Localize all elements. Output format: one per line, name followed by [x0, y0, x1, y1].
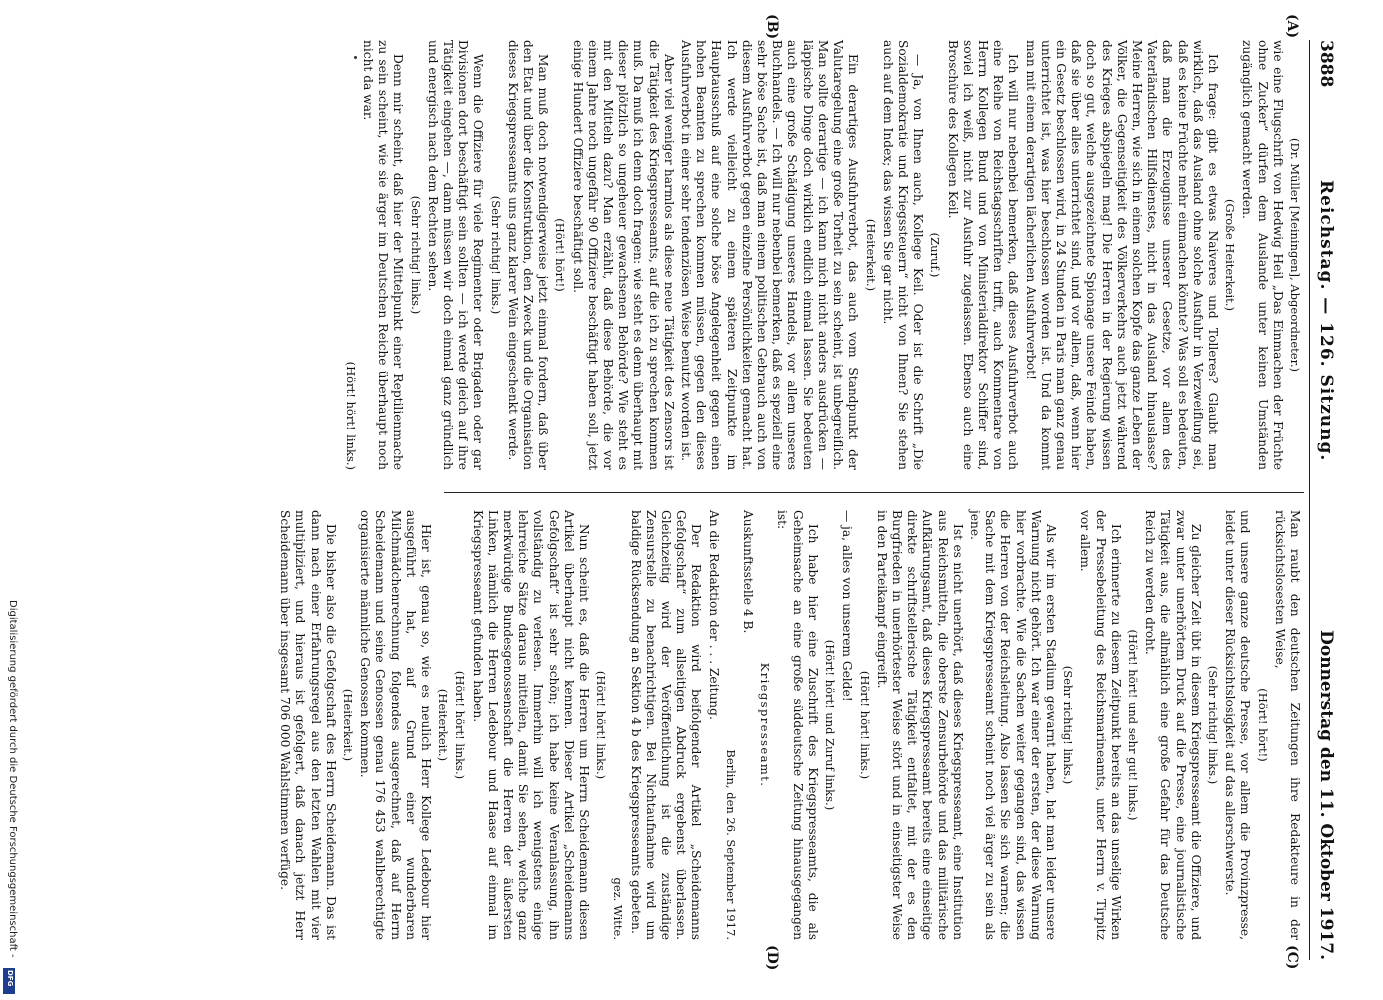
page-header	[1310, 40, 1340, 960]
scan-speck	[354, 56, 357, 59]
column-divider	[444, 492, 1304, 493]
letter-address: An die Redaktion der . . . Zeitung.	[706, 510, 721, 720]
letter-signature: gez. Witte.	[611, 877, 626, 940]
paragraph: und unsere ganze deutsche Presse, vor allem die Provinzpresse, leidet unter dieser Rücksichtslosigkeit auf das allerschwerste.	[1223, 510, 1253, 940]
interjection: (Hört! hört! links.)	[594, 670, 609, 780]
margin-marker-c: (C)	[1284, 945, 1300, 970]
paragraph: Zu gleicher Zeit übt in diesem Kriegspresseamt die Offiziere, und zwar unter unerhörtem Druck auf die Presse, eine journalistische Tätigkeit aus, die allmählich eine große Gefahr für das Deutsche Reich zu werden droht.	[1143, 510, 1203, 940]
interjection: (Heiterkeit.)	[863, 218, 878, 292]
margin-marker-b: (B)	[764, 14, 780, 40]
dfg-logo	[3, 968, 15, 994]
letter-line: Auskunftsstelle 4 B.	[741, 510, 756, 634]
paragraph: — Ja, von Ihnen auch, Kollege Keil. Oder ist die Schrift „Die Sozialdemokratie und Kriegssteuern“ nicht von Ihnen? Sie stehen auch auf dem Index; das wissen Sie gar nicht.	[880, 40, 926, 470]
paragraph: Aber viel weniger harmlos als diese neue Tätigkeit des Zensors ist die Tätigkeit des Kriegspresseamts, auf die ich zu sprechen kommen muß. Da muß ich denn doch fragen: wie steht es denn überhaupt mit dieser plötzlich so ungeheuer gewachsenen Behörde? Wie steht es mit den Mitteln dazu? Man erzählt, daß diese Behörde, die vor einem Jahre noch ungefähr 90 Offiziere beschäftigt haben soll, jetzt einige Hundert Offiziere beschäftigt soll.	[570, 40, 676, 470]
letter-heading: Kriegspresseamt.	[758, 662, 773, 788]
interjection: (Hört! hört! und Zuruf links.)	[823, 639, 838, 811]
interjection: (Sehr richtig! links.)	[1205, 665, 1220, 785]
interjection: (Hört! hört! links.)	[453, 670, 468, 780]
interjection: (Zuruf.)	[928, 232, 943, 278]
paragraph: Als wir im ersten Stadium gewarnt haben, hat man leider unsere Warnung nicht gehört. Ich war einer der ersten, der diese Warnung hier vorbrachte. Wie die Sachen weiter gegangen sind, das wissen die Herren von der Reichsleitung. Also lassen Sie sich warnen; die Sache mit dem Kriegspresseamt scheint noch viel ärger zu sein als jene.	[967, 510, 1058, 940]
interjection: (Sehr richtig! links.)	[408, 195, 423, 315]
letter-body: Der Redaktion wird beifolgender Artikel „Scheidemanns Gefolgschaft“ zum allseitigen Abdruck ergebenst überlassen. Gleichzeitig wird der Veröffentlichung ist die zuständige Zensurstelle zu benachrichtigen. Bei Nichtaufnahme wird um baldige Rücksendung an Sektion 4 b des Kriegspresseamts gebeten.	[628, 510, 704, 940]
digitization-credit	[4, 600, 18, 990]
header-date: Donnerstag den 11. Oktober 1917.	[1316, 630, 1336, 960]
paragraph: Ich will nur nebenbei bemerken, daß dieses Ausfuhrverbot auch eine Reihe von Reichstagsschriften trifft, auch Kommentare von Herrn Kollegen Bund und von Ministerialdirektor Schiffer sind, soviel ich weiß, nicht zur Ausfuhr zugelassen. Ebenso auch eine Broschüre des Kollegen Keil.	[945, 40, 1021, 470]
margin-marker-d: (D)	[764, 945, 780, 971]
logo-text: DFG	[6, 970, 14, 987]
left-column	[341, 40, 1302, 470]
interjection: (Sehr richtig! links.)	[1061, 665, 1076, 785]
letter-date: Berlin, den 26. September 1917.	[723, 749, 738, 940]
paragraph: Man muß doch notwendigerweise jetzt einmal fordern, daß über den Etat und über die Konstruktion, den Zweck und die Organisation dieses Kriegspresseamts uns ganz klarer Wein eingeschenkt werde.	[505, 40, 551, 470]
paragraph: Ich frage: gibt es etwas Naiveres und Tolleres? Glaubt man wirklich, daß das Ausland ohne solche Ausfuhr in Verzweiflung sei, daß es keine Früchte mehr einmachen könnte? Was soll es bedeuten, daß man die Erzeugnisse unserer Gesetze, vor allem des Vaterländischen Hilfsdienstes, nicht in das Ausland hinauslasse? Meine Herren, wie sich in einem solchen Kopfe das ganze Leben der Völker, die Gegenseitigkeit des Völkerverkehrs auch jetzt während des Krieges abspiegeln mag! Die Herren in der Regierung wissen doch so gut, welche ausgezeichnete Spionage unsere Feinde haben, daß sie über alles unterrichtet sind, und vor allem, daß, wenn hier ein Gesetz beschlossen wird, in 24 Stunden in Paris man ganz genau unterrichtet ist, was hier beschlossen worden ist. Und da kommt man mit einem derartigen lächerlichen Ausfuhrverbot!	[1023, 40, 1220, 470]
margin-marker-a: (A)	[1284, 14, 1300, 39]
interjection: (Hört! hört! links.)	[343, 361, 358, 470]
page-number: 3888	[1316, 40, 1336, 88]
credit-text: Digitalisierung gefördert durch die Deutsche Forschungsgemeinschaft -	[7, 600, 18, 958]
interjection: (Heiterkeit.)	[341, 688, 356, 762]
paragraph: Hier ist, genau so, wie es neulich Herr Kollege Ledebour hier ausgeführt hat, auf Grund einer wunderbaren Milchmädchenrechnung folgendes ausgerechnet, daß auf Herrn Scheidemann und seine Genossen genau 176 453 wahlberechtigte organisierte männliche Genossen kommen.	[358, 510, 434, 940]
interjection: (Sehr richtig! links.)	[488, 195, 503, 315]
paragraph: wie eine Flugschrift von Hedwig Heil „Das Einmachen der Früchte ohne Zucker“ dürfen dem Auslande unter keinen Umständen zugänglich gemacht werden.	[1240, 40, 1285, 470]
paragraph: Wenn die Offiziere für viele Regimenter oder Brigaden oder gar Divisionen dort beschäftigt sein sollten — ich werde gleich auf ihre Tätigkeit eingehen —, dann müssen wir doch einmal ganz gründlich und energisch nach dem Rechten sehen.	[425, 40, 486, 470]
paragraph: Denn mir scheint, daß hier der Mittelpunkt einer Reptilienmache zu sein scheint, wie sie ärger im Deutschen Reiche überhaupt noch nicht da war.	[361, 40, 406, 470]
speaker-line: (Dr. Müller [Meiningen], Abgeordneter.)	[1288, 138, 1302, 372]
paragraph: Die bisher also die Gefolgschaft des Herrn Scheidemann. Das ist dann nach einer Erfahrungsregel aus den letzten Wahlen mit vier multipliziert, und hieraus ist gefolgert, daß danach jetzt Herr Scheidemann über insgesamt 706 000 Wahlstimmen verfüge.	[278, 510, 338, 940]
paragraph: Ist es nicht unerhört, daß dieses Kriegspresseamt, eine Institution aus Reichsmitteln, die oberste Zensurbehörde und das militärische Aufklärungsamt, daß dieses Kriegspresseamt bereits eine einseitige direkte schriftstellerische Tätigkeit entfaltet, mit der es den Burgfrieden in unerhörtester Weise stört und in einseitigster Weise in den Parteikampf eingreift.	[874, 510, 965, 940]
right-column	[275, 510, 1302, 940]
paragraph: Ein derartiges Ausfuhrverbot, das auch vom Standpunkt der Valutaregelung eine große Torheit zu sein scheint, ist unbegreiflich. Man sollte derartige — ich kann mich nicht anders ausdrücken — läppische Dinge doch wirklich endlich einmal lassen. Sie bedeuten auch eine große Schädigung unseres Handels, vor allem unseres Buchhandels. — Ich will nur nebenbei bemerken, daß es speziell eine sehr böse Sache ist, daß man einem politischen Gebrauch auch von diesem Ausfuhrverbot gegen einzelne Persönlichkeiten gemacht hat. Ich werde vielleicht zu einem späteren Zeitpunkte im Hauptausschuß auf eine solche böse Angelegenheit gegen einen hohen Beamten zu sprechen kommen müssen, gegen den dieses Ausfuhrverbot in einer sehr tendenziösen Weise benutzt worden ist.	[679, 40, 861, 470]
interjection: (Hört! hört! links.)	[857, 670, 872, 780]
paragraph: — ja, alles von unserem Gelde!	[840, 510, 855, 702]
interjection: (Hört! hört! und sehr gut! links.)	[1125, 629, 1140, 821]
paragraph: Ich habe hier eine Zuschrift des Kriegspresseamts, die als Geheimsache an eine große süddeutsche Zeitung hinausgegangen ist:	[775, 510, 820, 940]
interjection: (Hört! hört!)	[1255, 688, 1270, 762]
interjection: (Heiterkeit.)	[436, 688, 451, 762]
header-rule	[1309, 40, 1310, 960]
paragraph: Ich erinnerte zu diesem Zeitpunkt bereits an das unselige Wirken der Pressebeleitung des Reichsmarineamts, unter Herrn v. Tirpitz vor allem.	[1078, 510, 1123, 940]
interjection: (Große Heiterkeit.)	[1223, 199, 1238, 311]
paragraph: Man raubt den deutschen Zeitungen ihre Redakteure in der rücksichtslosesten Weise,	[1272, 510, 1302, 940]
interjection: (Hört! hört!)	[553, 218, 568, 292]
header-title: Reichstag. — 126. Sitzung.	[1316, 180, 1336, 462]
paragraph: Nun scheint es, daß die Herren um Herrn Scheidemann diesen Artikel überhaupt nicht kennen. Dieser Artikel „Scheidemanns Gefolgschaft“ ist sehr schön; ich habe keine Veranlassung, ihn vollständig zu verlesen. Immerhin will ich wenigstens einige lehrreiche Sätze daraus mitteilen, damit Sie sehen, welche ganz merkwürdige Bundesgenossenschaft die Herren der äußersten Linken, nämlich die Herren Ledebour und Haase auf einmal im Kriegspresseamt gefunden haben.	[470, 510, 592, 940]
rotated-sheet	[40, 14, 1340, 971]
